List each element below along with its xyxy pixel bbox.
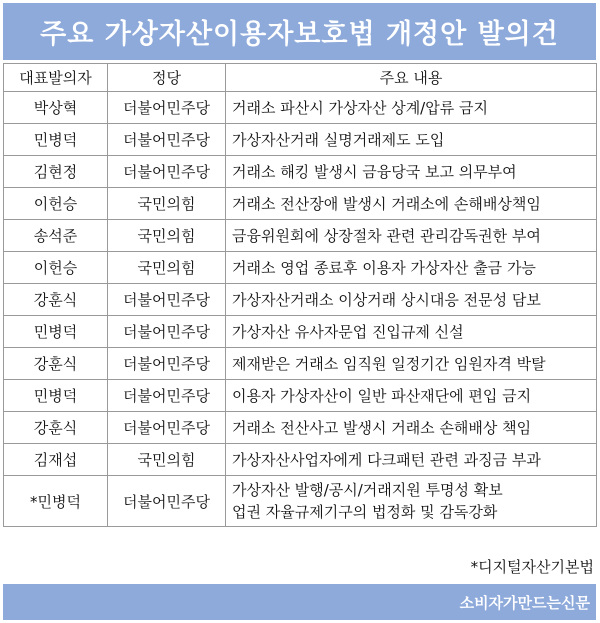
table-row [4,124,597,156]
sponsor-cell: 강훈식 [4,412,108,444]
content-cell [226,316,597,348]
content-line: 가상자산 발행/공시/거래지원 투명성 확보 [232,481,503,499]
sponsor-cell: 박상혁 [4,92,108,124]
sponsor-cell: *민병덕 [4,476,108,527]
content-cell [226,156,597,188]
table-row [4,156,597,188]
party-cell: 국민의힘 [108,220,226,252]
table-row [4,252,597,284]
table-body [4,92,597,527]
content-line: 이용자 가상자산이 일반 파산재단에 편입 금지 [232,386,532,405]
content-cell [226,380,597,412]
bill-table [3,63,597,527]
table-row [4,220,597,252]
party-cell: 국민의힘 [108,188,226,220]
content-line: 업권 자율규제기구의 법정화 및 감독강화 [232,503,498,521]
table-row [4,412,597,444]
party-cell: 더불어민주당 [108,284,226,316]
content-line: 가상자산거래소 이상거래 상시대응 전문성 담보 [232,290,541,309]
party-cell: 국민의힘 [108,252,226,284]
content-line: 거래소 전산장애 발생시 거래소에 손해배상책임 [232,194,541,213]
sponsor-cell: 강훈식 [4,348,108,380]
party-cell: 더불어민주당 [108,124,226,156]
content-line: 거래소 전산사고 발생시 거래소 손해배상 책임 [232,418,532,437]
party-cell: 국민의힘 [108,444,226,476]
sponsor-cell: 민병덕 [4,380,108,412]
content-line: 제재받은 거래소 임직원 일정기간 임원자격 박탈 [232,354,546,373]
content-cell [226,92,597,124]
content-line: 거래소 해킹 발생시 금융당국 보고 의무부여 [232,162,517,181]
party-cell: 더불어민주당 [108,348,226,380]
content-cell [226,444,597,476]
sponsor-cell: 강훈식 [4,284,108,316]
content-line: 가상자산 유사자문업 진입규제 신설 [232,322,464,341]
party-cell: 더불어민주당 [108,476,226,527]
table-row [4,188,597,220]
content-line: 거래소 영업 종료후 이용자 가상자산 출금 가능 [232,258,536,277]
content-cell [226,476,597,527]
table-row [4,284,597,316]
content-line: 가상자산사업자에게 다크패턴 관련 과징금 부과 [232,450,541,469]
party-cell: 더불어민주당 [108,92,226,124]
table-row [4,348,597,380]
table-header-row [4,64,597,92]
header-sponsor: 대표발의자 [4,64,108,92]
content-cell [226,348,597,380]
party-cell: 더불어민주당 [108,380,226,412]
content-cell [226,220,597,252]
sponsor-cell: 이헌승 [4,188,108,220]
sponsor-cell: 이헌승 [4,252,108,284]
sponsor-cell: 김현정 [4,156,108,188]
table-row [4,476,597,527]
content-line: 가상자산거래 실명거래제도 도입 [232,130,445,149]
header-content: 주요 내용 [226,64,597,92]
sponsor-cell: 민병덕 [4,124,108,156]
content-cell [226,124,597,156]
table-row [4,444,597,476]
sponsor-cell: 김재섭 [4,444,108,476]
party-cell: 더불어민주당 [108,412,226,444]
table-row [4,316,597,348]
sponsor-cell: 민병덕 [4,316,108,348]
party-cell: 더불어민주당 [108,316,226,348]
footnote: *디지털자산기본법 [470,558,594,576]
content-cell [226,252,597,284]
content-cell [226,412,597,444]
party-cell: 더불어민주당 [108,156,226,188]
table-row [4,92,597,124]
header-party: 정당 [108,64,226,92]
source-credit: 소비자가만드는신문 [3,584,596,620]
sponsor-cell: 송석준 [4,220,108,252]
content-cell [226,188,597,220]
page-title: 주요 가상자산이용자보호법 개정안 발의건 [3,3,596,60]
content-line: 거래소 파산시 가상자산 상계/압류 금지 [232,98,488,117]
table-row [4,380,597,412]
content-cell [226,284,597,316]
content-line: 금융위원회에 상장절차 관련 관리감독권한 부여 [232,226,541,245]
